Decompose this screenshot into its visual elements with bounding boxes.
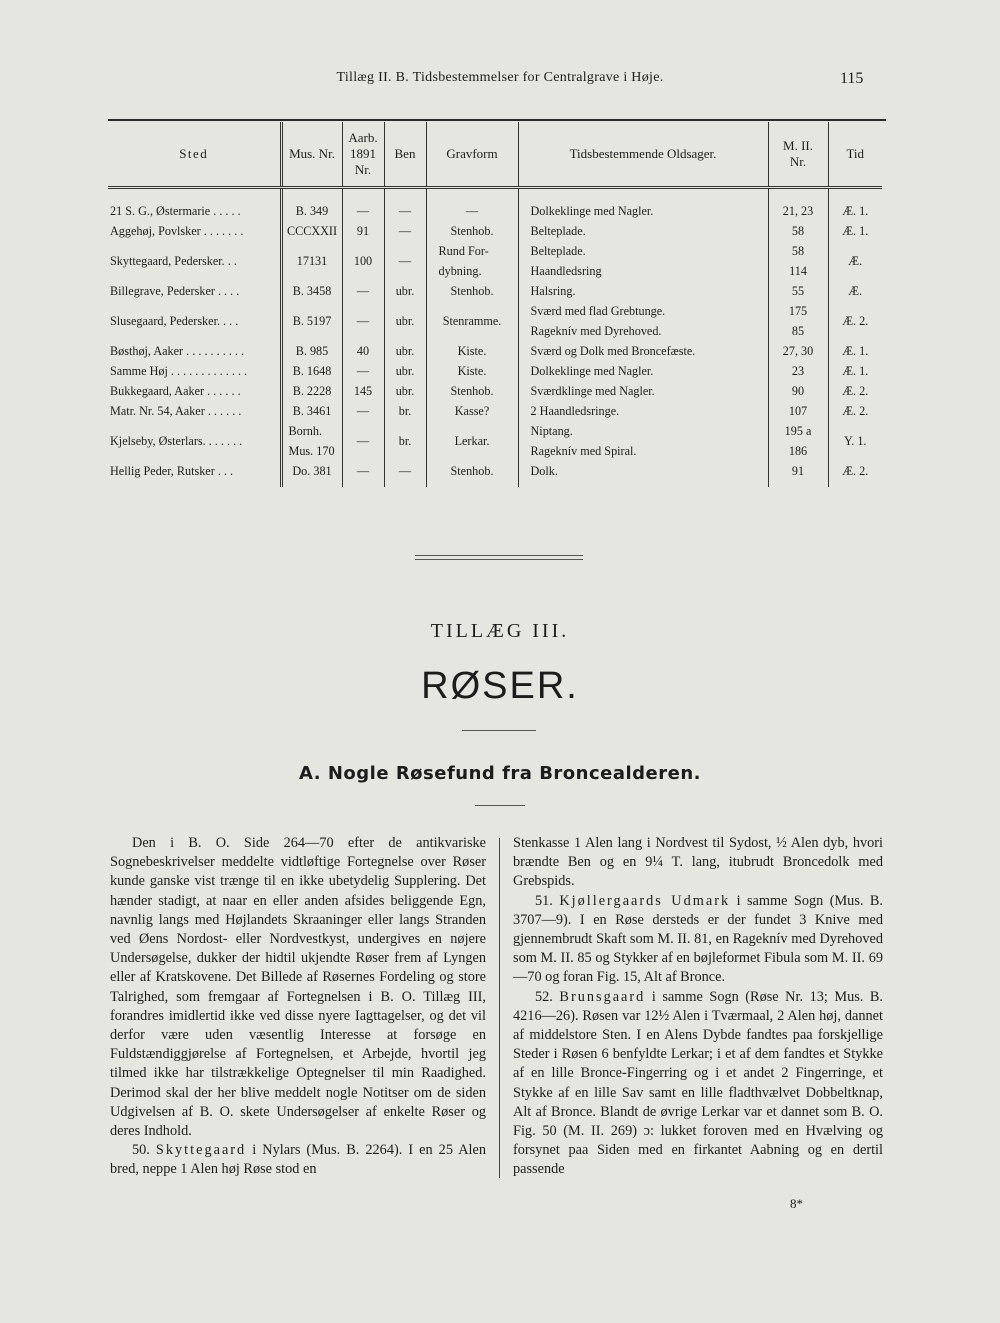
header-oldsager: Tidsbestemmende Oldsager. bbox=[518, 122, 768, 188]
dating-table bbox=[108, 122, 882, 487]
header-ben: Ben bbox=[384, 122, 426, 188]
column-divider bbox=[499, 838, 500, 1178]
header-gravform: Gravform bbox=[426, 122, 518, 188]
signature-mark: 8* bbox=[790, 1196, 803, 1211]
appendix-title: TILLÆG III. bbox=[430, 620, 570, 642]
table-row: Billegrave, Pedersker . . . . B. 3458 — ubr. Stenhob. Halsring. 55 Æ. bbox=[108, 281, 882, 301]
entry-51: 51. Kjøllergaards Udmark i samme Sogn (Mus. B. 3707—9). I en Røse dersteds er der fundet 3 Knive med gjennembrudt Skaft som M. II. 81, en Rageknív med Dyrehoved som M. II. 85 og Stykker af en bøjleformet Fibula som M. II. 69—70 og foran Fig. 15, Alt af Bronce. bbox=[513, 892, 884, 986]
table-row: Kjelseby, Østerlars. . . . . . . Bornh. Mus. 170 — br. Lerkar. Niptang. Rageknív med Spiral. 195 a 186 Y. 1. bbox=[108, 421, 882, 461]
table-top-rule bbox=[108, 119, 886, 121]
table-row: Bøsthøj, Aaker . . . . . . . . . . B. 985 40 ubr. Kiste. Sværd og Dolk med Broncefæste. 27, 30 Æ. 1. bbox=[108, 341, 882, 361]
table-row: Slusegaard, Pedersker. . . . B. 5197 — ubr. Stenramme. Sværd med flad Grebtunge. Rageknív med Dyrehoved. 175 85 Æ. 2. bbox=[108, 301, 882, 341]
table-row: Bukkegaard, Aaker . . . . . . B. 2228 145 ubr. Stenhob. Sværdklinge med Nagler. 90 Æ. 2. bbox=[108, 381, 882, 401]
right-column bbox=[513, 834, 883, 1180]
intro-paragraph: Den i B. O. Side 264—70 efter de antikvariske Sognebeskrivelser meddelte vidtløftige Fortegnelse over Røser kunde ganske vist trænge til en ikke ubetydelig Supplering. Det hænder stadigt, at naar en eller anden afsides beliggende Egn, navnlig langs med Højlandets Skraaninger eller langs Stranden ved Øens Nordost- eller Nordvestkyst, undergives en nøjere Undersøgelse, dukker der hidtil ukjendte Røser frem af Lyngen eller af Kratskovene. Det Billede af Røsernes Fordeling og store Talrighed, som fremgaar af Fortegnelsen i B. O. Tillæg III, forandres imidlertid ikke ved disse nyere Iagttagelser, og det vil derfor være uden væsentlig Interesse at forsøge en Fuldstændiggjørelse af Fortegnelsen, et Arbejde, hvortil jeg tilmed ikke har tilstrækkelige Optegnelser til min Raadighed. Derimod skal der her blive meddelt nogle Notitser om de siden Udgivelsen af B. O. skete Undersøgelser af enkelte Røser og deres Indhold. bbox=[110, 835, 486, 1140]
header-aarb: Aarb. 1891 Nr. bbox=[342, 122, 384, 188]
entry-52: 52. Brunsgaard i samme Sogn (Røse Nr. 13; Mus. B. 4216—26). Røsen var 12½ Alen i Tværmaal, 2 Alen høj, dannet af middelstore Sten. I en Alens Dybde fandtes paa forskjellige Steder i Røsen 6 benfyldte Lerkar; i et af dem fandtes et Stykke af en lille Bronce-Fingerring og i et andet 2 Fingerringe, et Stykke af en lille Sav samt en lille fladthvælvet Dobbeltknap, Alt af Bronce. Blandt de øvrige Lerkar var et dannet som B. O. Fig. 50 (M. II. 269) ɔ: lukket foroven med en Hvælving og forsynet paa Siden med en firkantet Aabning og en dertil passende bbox=[513, 988, 883, 1178]
header-mus-nr: Mus. Nr. bbox=[281, 122, 342, 188]
header-tid: Tid bbox=[828, 122, 882, 188]
appendix-subtitle: RØSER. bbox=[421, 665, 579, 707]
table-row: Skyttegaard, Pedersker. . . 17131 100 — Rund For- dybning. Belteplade. Haandledsring 58 114 Æ. bbox=[108, 241, 882, 281]
title-rule bbox=[462, 730, 536, 731]
header-sted: Sted bbox=[108, 122, 281, 188]
table-row: Matr. Nr. 54, Aaker . . . . . . B. 3461 — br. Kasse? 2 Haandledsringe. 107 Æ. 2. bbox=[108, 401, 882, 421]
table-header-row bbox=[108, 122, 882, 188]
table-row: Hellig Peder, Rutsker . . . Do. 381 — — Stenhob. Dolk. 91 Æ. 2. bbox=[108, 461, 882, 487]
running-title: Tillæg II. B. Tidsbestemmelser for Centralgrave i Høje. bbox=[336, 70, 664, 85]
table-row: Samme Høj . . . . . . . . . . . . . B. 1648 — ubr. Kiste. Dolkeklinge med Nagler. 23 Æ. 1. bbox=[108, 361, 882, 381]
entry-50: 50. Skyttegaard i Nylars (Mus. B. 2264). I en 25 Alen bred, neppe 1 Alen høj Røse stod en bbox=[110, 1142, 486, 1178]
left-column bbox=[110, 834, 486, 1180]
header-mh-nr: M. II. Nr. bbox=[768, 122, 828, 188]
ornament-rule-bottom bbox=[415, 559, 583, 560]
table-row: 21 S. G., Østermarie . . . . . B. 349 — — — Dolkeklinge med Nagler. 21, 23 Æ. 1. bbox=[108, 188, 882, 222]
ornament-rule-top bbox=[415, 555, 583, 556]
table-row: Aggehøj, Povlsker . . . . . . . CCCXXII 91 — Stenhob. Belteplade. 58 Æ. 1. bbox=[108, 221, 882, 241]
page-number: 115 bbox=[840, 70, 864, 87]
section-heading: A. Nogle Røsefund fra Broncealderen. bbox=[298, 763, 701, 784]
entry-50-continued: Stenkasse 1 Alen lang i Nordvest til Sydost, ½ Alen dyb, hvori brændte Ben og en 9¼ T. lang, itubrudt Broncedolk med Grebspids. bbox=[513, 835, 883, 890]
section-rule bbox=[475, 805, 525, 806]
